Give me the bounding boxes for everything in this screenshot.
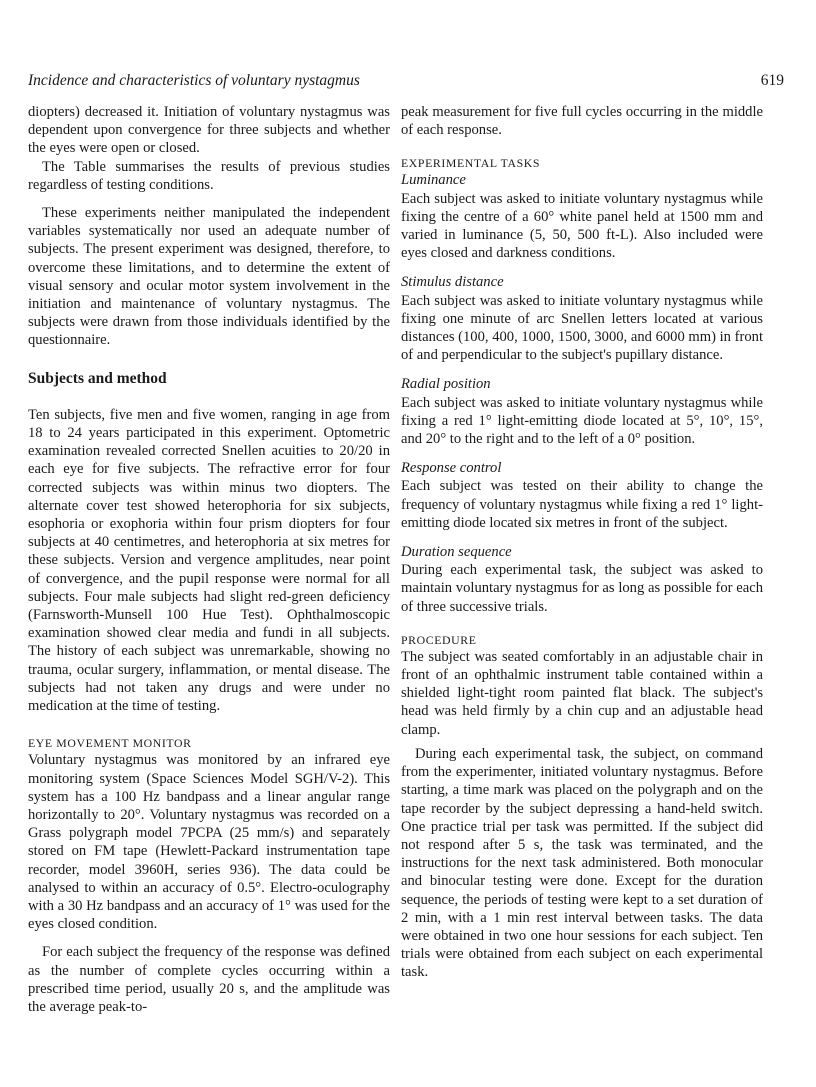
paragraph-frequency-definition: For each subject the frequency of the response was defined as the number of complete cycles occurring within a prescribed time period, usually 20 s, and the amplitude was the average peak-to- [28,944,390,1015]
paragraph-procedure-testing: During each experimental task, the subject, on command from the experimenter, initiated voluntary nystagmus. Before starting, a time mark was placed on the polygraph and on the tape recorder by the subject depressing a hand-held switch. One practice trial per task was permitted. If the subject did not respond after 5 s, the task was terminated, and the instructions for the next task administered. Both monocular and binocular testing were done. Except for the duration sequence, the periods of testing were kept to a set duration of 2 min, with a 1 min rest interval between tasks. The data were obtained in two one hour sessions for each subject. Ten trials were obtained from each subject on each experimental task. [401,745,763,981]
running-title: Incidence and characteristics of voluntary nystagmus [28,72,360,89]
subsection-heading-experimental-tasks: EXPERIMENTAL TASKS [401,156,541,171]
paragraph-table-summary: The Table summarises the results of previous studies regardless of testing conditions. [28,158,390,193]
left-column [28,103,390,1016]
task-text-radial-position: Each subject was asked to initiate voluntary nystagmus while fixing a red 1° light-emitting diode located at 5°, 10°, 15°, and 20° to the right and to the left of a 0° position. [401,394,763,448]
paragraph-experiment-rationale: These experiments neither manipulated the independent variables systematically nor used an adequate number of subjects. The present experiment was designed, therefore, to overcome these limitations, and to determine the extent of visual sensory and ocular motor system involvement in the initiation and maintenance of voluntary nystagmus. The subjects were drawn from those individuals identified by the questionnaire. [28,205,390,349]
paragraph-subjects: Ten subjects, five men and five women, ranging in age from 18 to 24 years participated in this experiment. Optometric examination revealed corrected Snellen acuities to 20/20 in each eye for five subjects. The refractive error for four corrected subjects was within minus two diopters. The alternate cover test showed heterophoria for six subjects, esophoria or exophoria within four prism diopters for four subjects at 40 centimetres, and heterophoria at six metres for these subjects. Version and vergence amplitudes, near point of convergence, and the pupil response were normal for all subjects. Four male subjects had slight red-green deficiency (Farnsworth-Munsell 100 Hue Test). Ophthalmoscopic examination showed clear media and fundi in all subjects. The history of each subject was unremarkable, showing no trauma, ocular surgery, inflammation, or mental disease. The subjects had not taken any drugs and were under no medication at the time of testing. [28,406,390,715]
task-text-luminance: Each subject was asked to initiate voluntary nystagmus while fixing the centre of a 60° white panel held at 1500 mm and varied in luminance (5, 50, 500 ft-L). Also included were eyes closed and darkness conditions. [401,190,763,262]
subsection-heading-eye-movement-monitor: EYE MOVEMENT MONITOR [28,736,192,751]
task-heading-duration-sequence: Duration sequence [401,544,512,561]
section-heading-subjects-method: Subjects and method [28,369,167,387]
task-heading-radial-position: Radial position [401,376,491,393]
paragraph-continued-peak: peak measurement for five full cycles occurring in the middle of each response. [401,104,763,139]
task-text-stimulus-distance: Each subject was asked to initiate voluntary nystagmus while fixing one minute of arc Snellen letters located at various distances (100, 400, 1000, 1500, 3000, and 6000 mm) in front of and perpendicular to the subject's pupillary distance. [401,292,763,364]
task-heading-stimulus-distance: Stimulus distance [401,274,504,291]
task-text-response-control: Each subject was tested on their ability to change the frequency of voluntary nystagmus while fixing a red 1° light-emitting diode located six metres in front of the subject. [401,478,763,531]
paragraph-procedure-setup: The subject was seated comfortably in an adjustable chair in front of an ophthalmic instrument table contained within a shielded light-tight room painted flat black. The subject's head was held firmly by a chin cup and an adjustable head clamp. [401,648,763,738]
page-header [28,72,786,94]
task-text-duration-sequence: During each experimental task, the subject was asked to maintain voluntary nystagmus for as long as possible for each of three successive trials. [401,562,763,615]
paragraph-continued: diopters) decreased it. Initiation of voluntary nystagmus was dependent upon convergence for three subjects and whether the eyes were open or closed. [28,104,390,157]
task-heading-response-control: Response control [401,460,502,477]
right-column [401,103,763,982]
task-heading-luminance: Luminance [401,172,466,189]
paragraph-eye-monitor: Voluntary nystagmus was monitored by an infrared eye monitoring system (Space Sciences Model SGH/V-2). This system has a 100 Hz bandpass and a linear angular range horizontally to 20°. Voluntary nystagmus was recorded on a Grass polygraph model 7PCPA (25 mm/s) and separately stored on FM tape (Hewlett-Packard instrumentation tape recorder, model 3960H, series 936). The data could be analysed to within an accuracy of 0.5°. Electro-oculography with a 30 Hz bandpass and an accuracy of 1° was used for the eyes closed condition. [28,752,390,933]
subsection-heading-procedure: PROCEDURE [401,632,477,647]
page-number: 619 [760,72,784,89]
